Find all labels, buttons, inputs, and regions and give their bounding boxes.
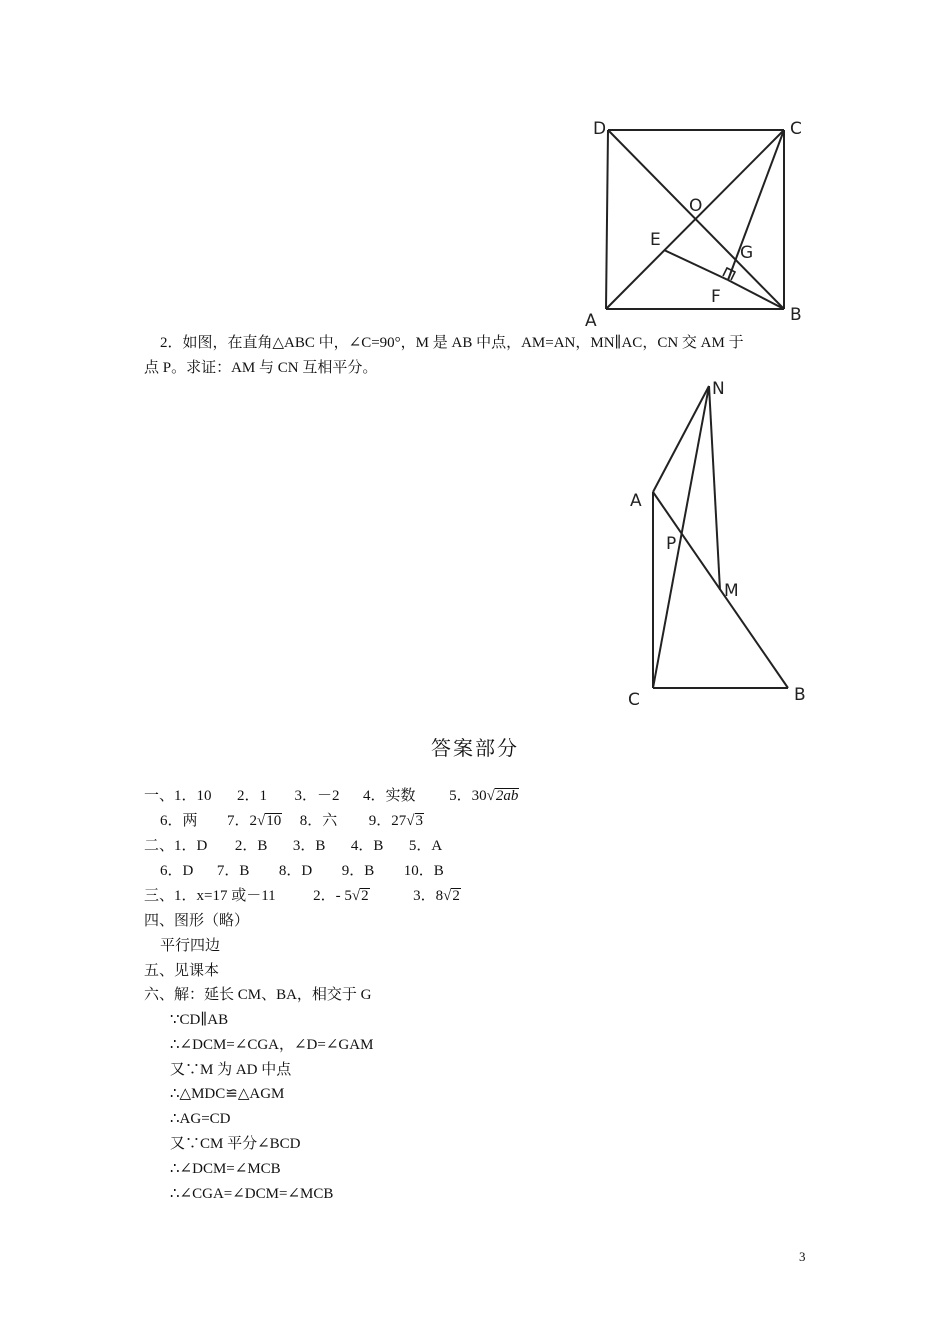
answers-s6-step: ∴∠CGA=∠DCM=∠MCB — [170, 1186, 334, 1202]
sqrt-2-b: 2 — [452, 888, 460, 904]
answer-3-2: 2．- 5 — [313, 888, 352, 904]
answer-2-2: 2．B — [234, 838, 268, 854]
answer-3-3: 3．8 — [413, 888, 444, 904]
answer-1-9: 9．27 — [368, 813, 407, 829]
problem2-line1: 2．如图，在直角△ABC 中，∠C=90°，M 是 AB 中点，AM=AN，MN∥AC，CN 交 AM 于 — [160, 335, 744, 351]
answer-1-2: 2．1 — [237, 788, 268, 804]
label-g: G — [740, 243, 754, 263]
answer-2-5: 5．A — [408, 838, 443, 854]
answers-s6-step: 又∵M 为 AD 中点 — [170, 1062, 292, 1078]
segment-ef — [664, 250, 728, 280]
problem2-line2: 点 P。求证：AM 与 CN 互相平分。 — [144, 360, 378, 376]
answer-1-5: 5．30 — [449, 788, 487, 804]
answers-s5-head: 五、见课本 — [144, 963, 220, 979]
answer-1-4: 4．实数 — [363, 788, 416, 804]
sqrt-3: 3 — [415, 813, 424, 829]
answer-2-6: 6．D — [160, 863, 194, 879]
answers-s3-row: 三、1．x=17 或－11 2．- 5√2 3．8√2 — [144, 888, 460, 904]
label-o: O — [689, 196, 703, 216]
label-p: P — [666, 534, 677, 554]
label-a: A — [585, 311, 597, 330]
sqrt-10: 10 — [266, 813, 282, 829]
answers-s4-line: 平行四边 — [160, 938, 221, 954]
answers-s6-step: ∵CD∥AB — [170, 1012, 229, 1028]
answers-s6-step: ∴∠DCM=∠MCB — [170, 1161, 281, 1177]
label-c: C — [790, 119, 802, 139]
answer-1-1: 一、1．10 — [144, 788, 212, 804]
answer-2-1: 二、1．D — [144, 838, 208, 854]
label-d: D — [593, 119, 607, 139]
answer-1-7: 7．2 — [227, 813, 258, 829]
label-b: B — [790, 305, 802, 325]
answers-s6-step: ∴AG=CD — [170, 1111, 231, 1127]
segment-cn — [653, 386, 709, 688]
segment-fb — [728, 280, 784, 309]
answers-title: 答案部分 — [431, 738, 519, 760]
segment-da — [606, 130, 608, 309]
answer-2-4: 4．B — [350, 838, 384, 854]
segment-ab — [653, 492, 788, 688]
segment-mn — [709, 386, 720, 590]
answers-s1-row1: 一、1．10 2．1 3．－2 4．实数 5．30√2ab — [144, 788, 519, 804]
answers-s6-step: ∴∠DCM=∠CGA，∠D=∠GAM — [170, 1037, 374, 1053]
answer-1-8: 8．六 — [299, 813, 338, 829]
label-m: M — [724, 581, 739, 601]
answer-2-8: 8．D — [278, 863, 313, 879]
sqrt-2-a: 2 — [361, 888, 369, 904]
label-f: F — [711, 287, 721, 307]
label-e: E — [650, 230, 661, 250]
answer-1-3: 3．－2 — [294, 788, 340, 804]
label-n: N — [712, 379, 725, 399]
answer-3-1: 三、1．x=17 或－11 — [144, 888, 276, 904]
label-a: A — [630, 491, 642, 511]
answers-s1-row2: 6．两 7．2√10 8．六 9．27√3 — [160, 813, 424, 829]
page-number: 3 — [799, 1249, 806, 1264]
answers-s6-head: 六、解：延长 CM、BA，相交于 G — [144, 987, 372, 1003]
answers-s2-row1 — [144, 834, 442, 859]
answers-s6-step: ∴△MDC≌△AGM — [170, 1086, 285, 1102]
segment-cf — [728, 130, 784, 280]
answer-2-7: 7．B — [216, 863, 250, 879]
figure-square — [580, 110, 820, 330]
figure-triangle — [620, 372, 820, 712]
sqrt-2ab: 2ab — [495, 788, 519, 804]
answers-s4-head: 四、图形（略） — [144, 913, 250, 929]
answer-2-10: 10．B — [403, 863, 444, 879]
answer-2-3: 3．B — [292, 838, 326, 854]
label-b: B — [794, 685, 806, 705]
answer-2-9: 9．B — [341, 863, 375, 879]
answers-s2-row2 — [160, 859, 444, 884]
segment-an — [653, 386, 709, 492]
answers-s6-step: 又∵CM 平分∠BCD — [170, 1136, 301, 1152]
answer-1-6: 6．两 — [160, 813, 198, 829]
label-c: C — [628, 690, 640, 710]
